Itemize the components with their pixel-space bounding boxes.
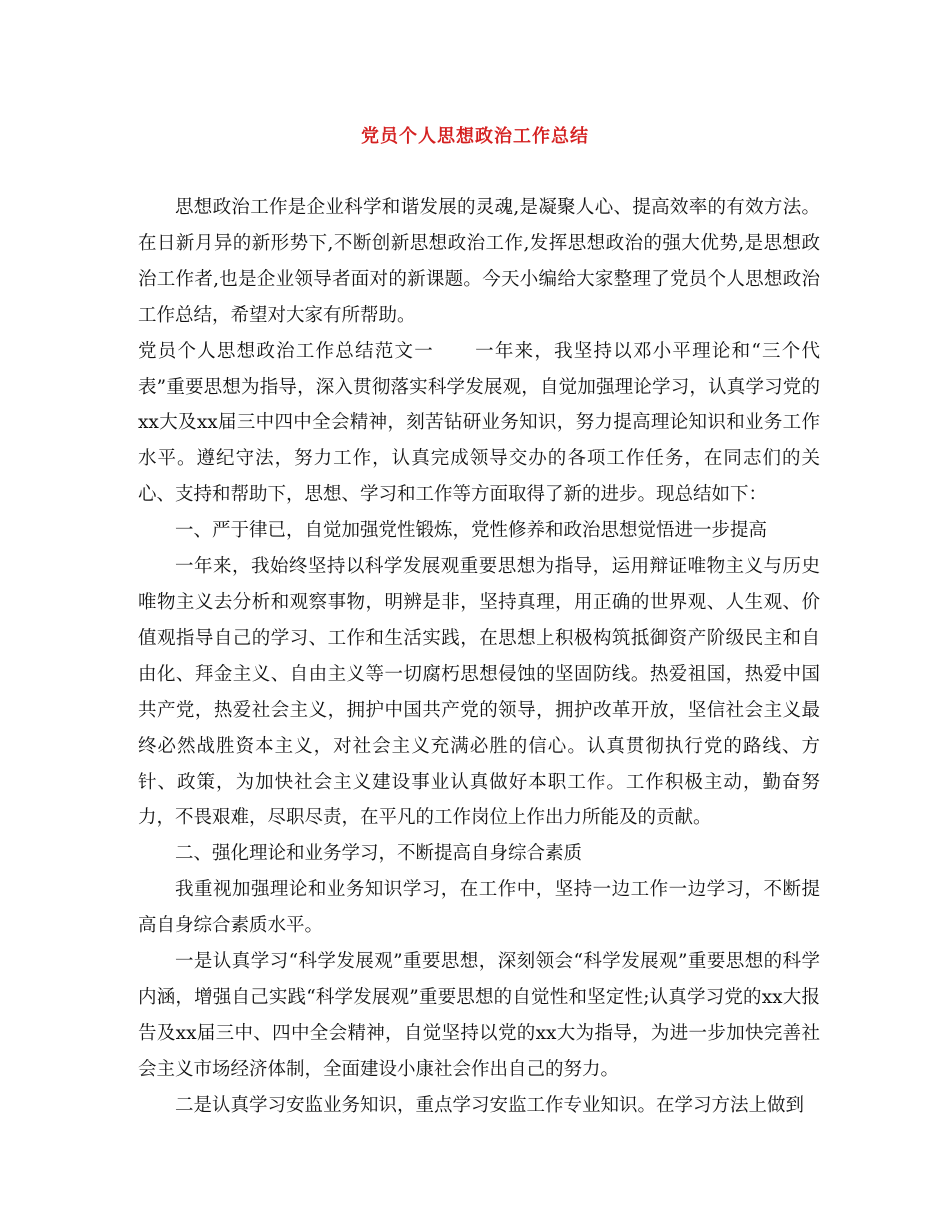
sample-intro: 一年来，我坚持以邓小平理论和“三个代表”重要思想为指导，深入贯彻落实科学发展观，自觉加强理论学习，认真学习党的xx大及xx届三中四中全会精神，刻苦钻研业务知识，努力提高理论知识和业务工作水平。遵纪守法，努力工作，认真完成领导交办的各项工作任务，在同志们的关心、支持和帮助下，思想、学习和工作等方面取得了新的进步。现总结如下：	[138, 340, 820, 506]
item2-paragraph: 二是认真学习安监业务知识，重点学习安监工作专业知识。在学习方法上做到	[175, 1094, 805, 1116]
item1-paragraph: 一是认真学习“科学发展观”重要思想，深刻领会“科学发展观”重要思想的科学内涵，增强自己实践“科学发展观”重要思想的自觉性和坚定性;认真学习党的xx大报告及xx届三中、四中全会精神，自觉坚持以党的xx大为指导，为进一步加快完善社会主义市场经济体制，全面建设小康社会作出自己的努力。	[138, 951, 820, 1080]
section2-heading: 二、强化理论和业务学习，不断提高自身综合素质	[175, 843, 583, 865]
sample-paragraph	[138, 334, 820, 514]
section1-body: 一年来，我始终坚持以科学发展观重要思想为指导，运用辩证唯物主义与历史唯物主义去分析和观察事物，明辨是非，坚持真理，用正确的世界观、人生观、价值观指导自己的学习、工作和生活实践，在思想上积极构筑抵御资产阶级民主和自由化、拜金主义、自由主义等一切腐朽思想侵蚀的坚固防线。热爱祖国，热爱中国共产党，热爱社会主义，拥护中国共产党的领导，拥护改革开放，坚信社会主义最终必然战胜资本主义，对社会主义充满必胜的信心。认真贯彻执行党的路线、方针、政策，为加快社会主义建设事业认真做好本职工作。工作积极主动，勤奋努力，不畏艰难，尽职尽责，在平凡的工作岗位上作出力所能及的贡献。	[138, 556, 820, 829]
document-body	[138, 190, 820, 1124]
intro-paragraph: 思想政治工作是企业科学和谐发展的灵魂,是凝聚人心、提高效率的有效方法。在日新月异的新形势下,不断创新思想政治工作,发挥思想政治的强大优势,是思想政治工作者,也是企业领导者面对的新课题。今天小编给大家整理了党员个人思想政治工作总结，希望对大家有所帮助。	[138, 197, 820, 326]
section2-body: 我重视加强理论和业务知识学习，在工作中，坚持一边工作一边学习，不断提高自身综合素质水平。	[138, 879, 820, 937]
document-title: 党员个人思想政治工作总结	[361, 126, 589, 147]
sample-heading: 党员个人思想政治工作总结范文一	[138, 340, 434, 362]
section1-heading: 一、严于律已，自觉加强党性锻炼，党性修养和政治思想觉悟进一步提高	[175, 520, 768, 542]
